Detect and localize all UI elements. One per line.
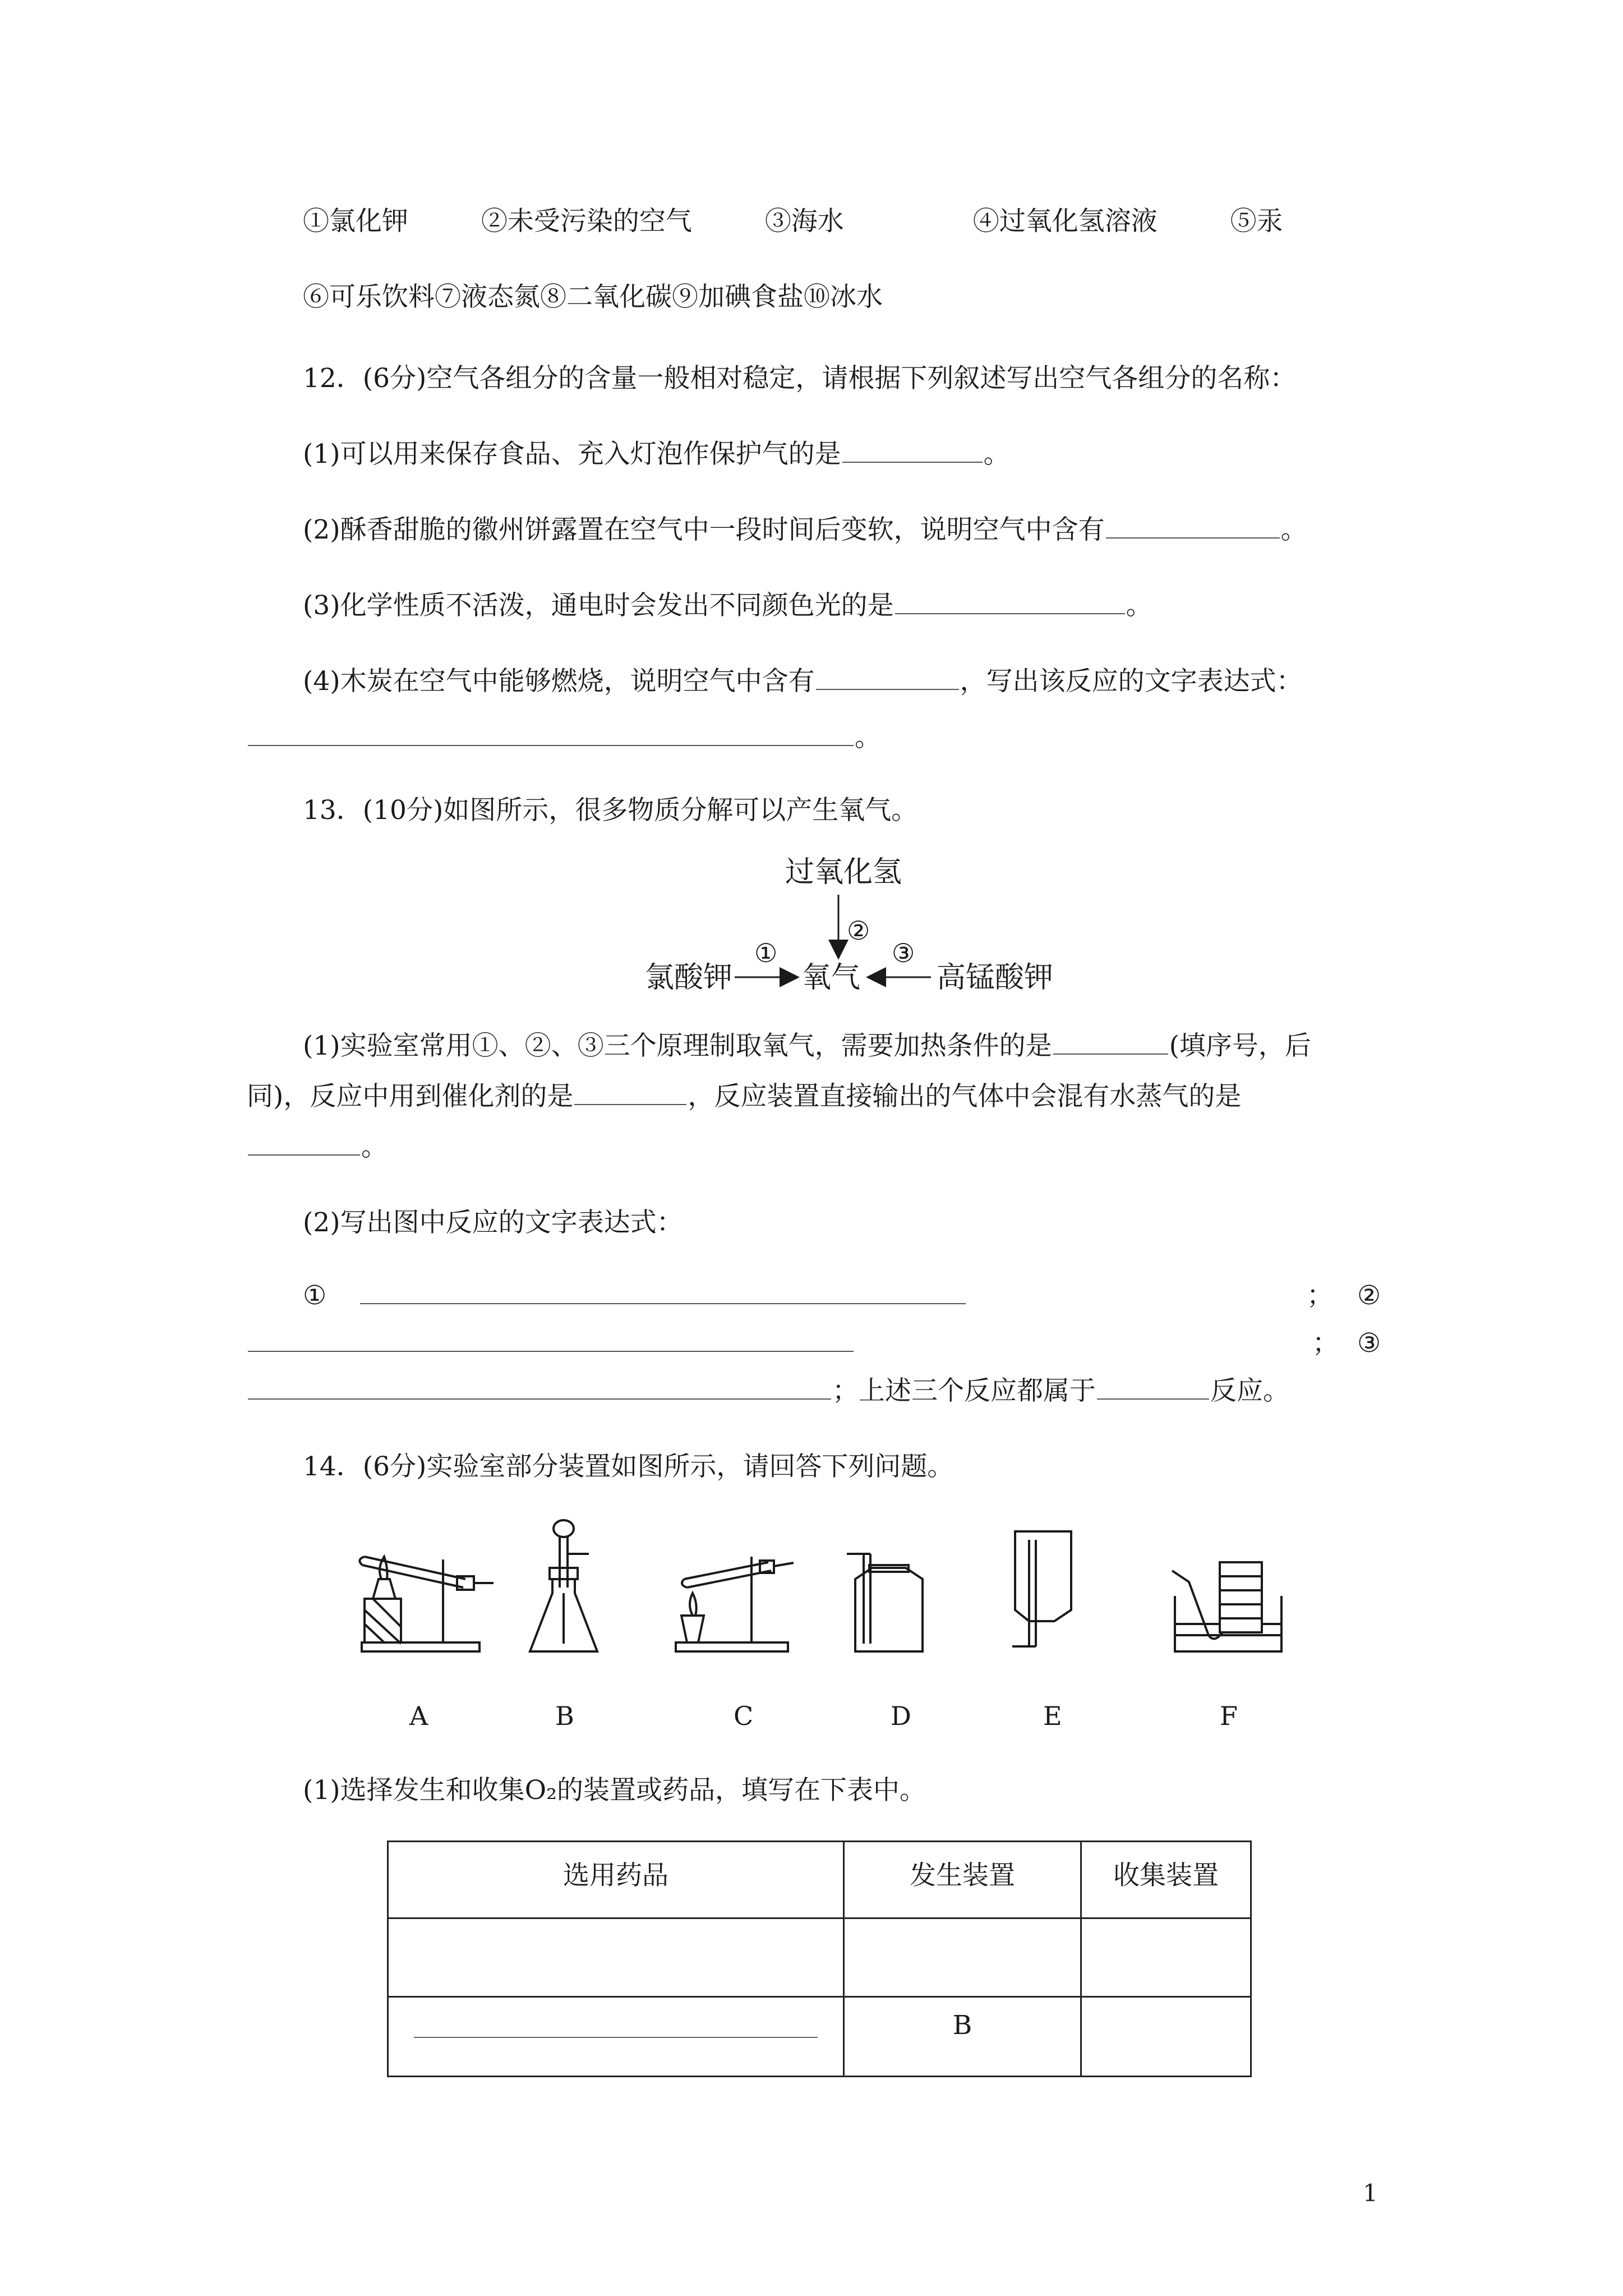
mark-2: ② <box>847 915 870 946</box>
apparatus-e-downward-collection <box>1012 1531 1071 1646</box>
item-5: ⑤汞 <box>1230 206 1283 237</box>
answer-blank[interactable] <box>574 1104 686 1105</box>
item-1: ①氯化钾 <box>303 206 408 237</box>
lab-apparatus-figure <box>348 1515 1436 1739</box>
cell-collector-2[interactable] <box>1081 1997 1251 2077</box>
oxygen-source-diagram <box>628 847 1088 1010</box>
mark-1: ① <box>754 938 778 968</box>
item-2: ②未受污染的空气 <box>481 206 692 237</box>
q12-stem: 12．(6分)空气各组分的含量一般相对稳定，请根据下列叙述写出空气各组分的名称： <box>303 363 1297 394</box>
answer-blank[interactable] <box>360 1303 966 1304</box>
cell-reagent-1[interactable] <box>388 1918 844 1997</box>
apparatus-c-heating-tube <box>676 1557 794 1651</box>
q13-part1-line3: 。 <box>247 1130 388 1164</box>
cell-reagent-2[interactable] <box>388 1997 844 2077</box>
header-collector: 收集装置 <box>1081 1842 1251 1918</box>
answer-blank[interactable] <box>895 613 1125 614</box>
item-3: ③海水 <box>764 206 844 237</box>
header-generator: 发生装置 <box>844 1842 1081 1918</box>
q13-expr-3-mark: ③ <box>1357 1328 1381 1359</box>
answer-blank[interactable] <box>1106 537 1280 539</box>
q12-part1: (1)可以用来保存食品、充入灯泡作保护气的是 。 <box>303 439 1010 470</box>
q13-part1-line2: 同)，反应中用到催化剂的是 ，反应装置直接输出的气体中会混有水蒸气的是 <box>247 1081 1242 1112</box>
page-number: 1 <box>1363 2179 1378 2207</box>
q13-expr-2-mark: ② <box>1357 1280 1381 1311</box>
diagram-left-potassium-chlorate: 氯酸钾 <box>645 961 733 995</box>
item-4: ④过氧化氢溶液 <box>972 206 1158 237</box>
answer-blank[interactable] <box>842 462 983 463</box>
diagram-center-oxygen: 氧气 <box>802 961 861 995</box>
q11-items-line2: ⑥可乐饮料⑦液态氮⑧二氧化碳⑨加碘食盐⑩冰水 <box>303 282 883 312</box>
answer-blank[interactable] <box>1097 1398 1209 1400</box>
diagram-top-hydrogen-peroxide: 过氧化氢 <box>785 855 902 889</box>
q14-part1: (1)选择发生和收集O₂的装置或药品，填写在下表中。 <box>303 1775 926 1806</box>
q13-expr-2-line <box>247 1327 855 1360</box>
q12-part2: (2)酥香甜脆的徽州饼露置在空气中一段时间后变软，说明空气中含有 。 <box>303 514 1307 545</box>
answer-blank[interactable] <box>248 1154 360 1156</box>
answer-table <box>387 1841 1252 2077</box>
q12-part4: (4)木炭在空气中能够燃烧，说明空气中含有 ，写出该反应的文字表达式： <box>303 666 1303 697</box>
label-f: F <box>1220 1701 1238 1731</box>
apparatus-d-upward-collection <box>847 1554 923 1651</box>
q13-expr-1-mark: ① <box>303 1280 327 1311</box>
q14-stem: 14．(6分)实验室部分装置如图所示，请回答下列问题。 <box>303 1451 954 1482</box>
answer-blank[interactable] <box>248 1351 854 1352</box>
q12-part4-expression-line: 。 <box>247 721 881 754</box>
label-c: C <box>734 1701 754 1731</box>
q13-part2: (2)写出图中反应的文字表达式： <box>303 1207 683 1238</box>
q12-part3: (3)化学性质不活泼，通电时会发出不同颜色光的是 。 <box>303 590 1152 621</box>
diagram-right-potassium-permanganate: 高锰酸钾 <box>937 961 1054 995</box>
label-d: D <box>891 1701 911 1731</box>
mark-3: ③ <box>892 938 915 968</box>
apparatus-a-heating-tube <box>359 1557 494 1651</box>
answer-blank[interactable] <box>1053 1053 1168 1055</box>
q13-part1-line1: (1)实验室常用①、②、③三个原理制取氧气，需要加热条件的是 (填序号，后 <box>303 1030 1311 1061</box>
q13-expr-1-line <box>359 1279 967 1313</box>
header-reagent: 选用药品 <box>388 1842 844 1918</box>
q13-sep-2: ； <box>1312 1328 1339 1359</box>
cell-generator-1[interactable] <box>844 1918 1081 1997</box>
answer-blank[interactable] <box>248 1398 831 1400</box>
q13-sep-1: ； <box>1307 1280 1333 1311</box>
answer-blank[interactable] <box>414 2037 818 2038</box>
label-a: A <box>409 1701 428 1731</box>
q11-items-line1 <box>303 205 1283 238</box>
answer-blank[interactable] <box>248 745 854 746</box>
apparatus-f-water-displacement <box>1172 1562 1281 1651</box>
q13-expr-3-line: ；上述三个反应都属于 反应。 <box>247 1374 1289 1408</box>
label-b: B <box>555 1701 574 1731</box>
label-e: E <box>1043 1701 1062 1731</box>
apparatus-b-conical-flask <box>530 1520 597 1651</box>
q13-stem: 13．(10分)如图所示，很多物质分解可以产生氧气。 <box>303 795 918 826</box>
cell-collector-1[interactable] <box>1081 1918 1251 1997</box>
answer-blank[interactable] <box>816 689 959 690</box>
cell-generator-2: B <box>844 1997 1081 2077</box>
